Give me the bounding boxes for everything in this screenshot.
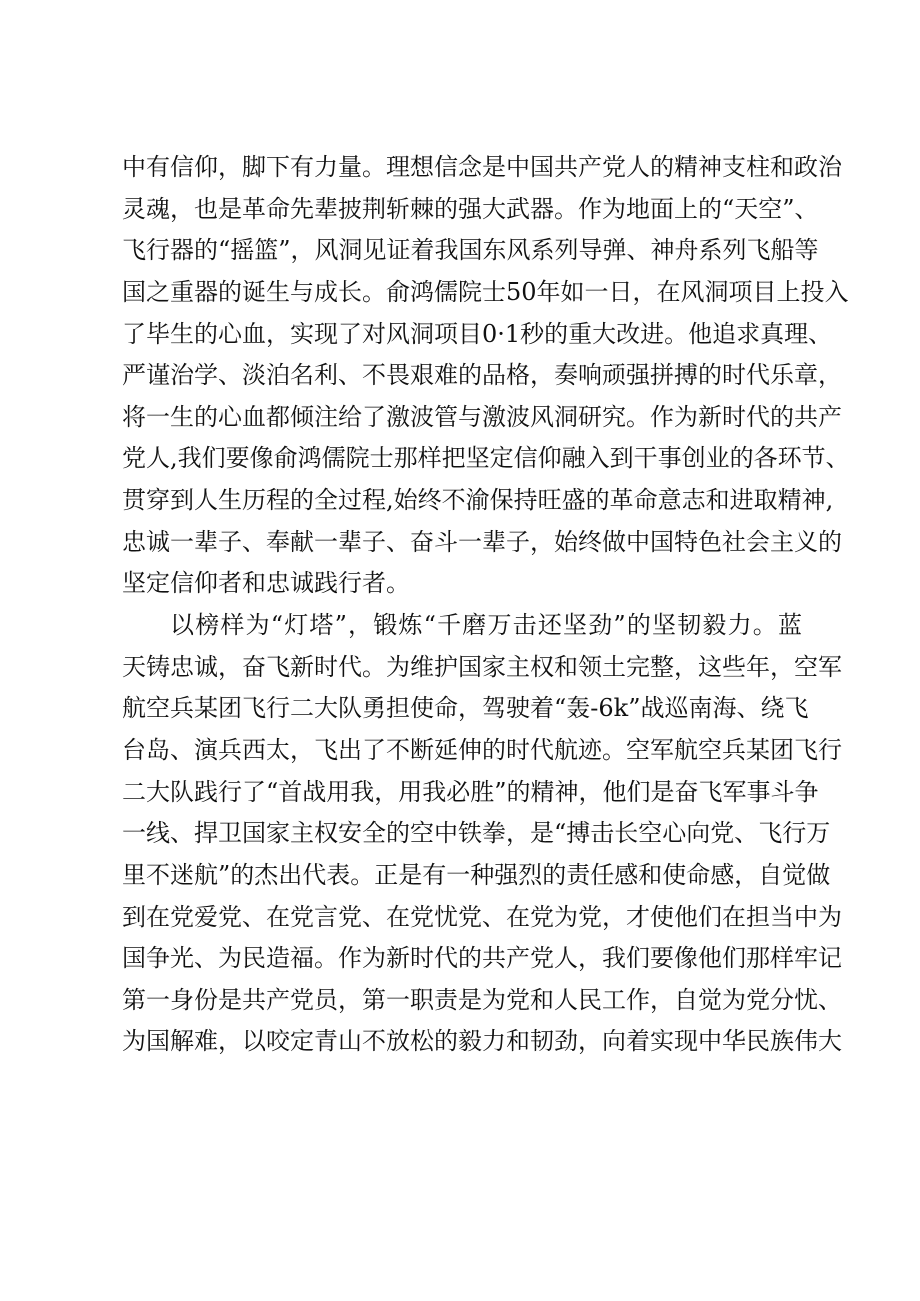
text-line: 第一身份是共产党员，第一职责是为党和人民工作，自觉为党分忧、	[122, 985, 842, 1014]
text-line: 中有信仰，脚下有力量。理想信念是中国共产党人的精神支柱和政治	[122, 153, 842, 181]
text-line: 将一生的心血都倾注给了激波管与激波风洞研究。作为新时代的共产	[122, 402, 842, 431]
text-line: 航空兵某团飞行二大队勇担使命，驾驶着“轰-6k”战巡南海、绕飞	[122, 694, 809, 723]
text-line: 天铸忠诚，奋飞新时代。为维护国家主权和领土完整，这些年，空军	[122, 652, 842, 681]
text-line: 坚定信仰者和忠诚践行者。	[122, 569, 410, 598]
paragraph-faith	[122, 147, 850, 605]
text-line: 一线、捍卫国家主权安全的空中铁拳，是“搏击长空心向党、飞行万	[122, 819, 831, 848]
text-line: 二大队践行了“首战用我，用我必胜”的精神，他们是奋飞军事斗争	[122, 777, 819, 806]
text-line: 以榜样为“灯塔”，锻炼“千磨万击还坚劲”的坚韧毅力。蓝	[170, 611, 802, 640]
text-line: 党人,我们要像俞鸿儒院士那样把坚定信仰融入到干事创业的各环节、	[122, 444, 850, 473]
text-line: 台岛、演兵西太，飞出了不断延伸的时代航迹。空军航空兵某团飞行	[122, 735, 842, 764]
text-line: 灵魂，也是革命先辈披荆斩棘的强大武器。作为地面上的“天空”、	[122, 194, 819, 223]
text-line: 严谨治学、淡泊名利、不畏艰难的品格，奏响顽强拼搏的时代乐章，	[122, 361, 842, 390]
paragraph-role-model	[122, 605, 842, 1063]
text-line: 飞行器的“摇篮”，风洞见证着我国东风系列导弹、神舟系列飞船等	[122, 236, 819, 265]
document-body	[122, 147, 850, 1063]
text-line: 国之重器的诞生与成长。俞鸿儒院士50年如一日，在风洞项目上投入	[122, 277, 849, 306]
text-line: 贯穿到人生历程的全过程,始终不渝保持旺盛的革命意志和进取精神,	[122, 486, 834, 515]
text-line: 忠诚一辈子、奉献一辈子、奋斗一辈子，始终做中国特色社会主义的	[122, 527, 842, 556]
text-line: 为国解难，以咬定青山不放松的毅力和韧劲，向着实现中华民族伟大	[122, 1027, 842, 1056]
text-line: 了毕生的心血，实现了对风洞项目0·1秒的重大改进。他追求真理、	[122, 319, 833, 348]
text-line: 里不迷航”的杰出代表。正是有一种强烈的责任感和使命感，自觉做	[122, 860, 831, 889]
text-line: 到在党爱党、在党言党、在党忧党、在党为党，才使他们在担当中为	[122, 902, 842, 931]
text-line: 国争光、为民造福。作为新时代的共产党人，我们要像他们那样牢记	[122, 944, 842, 973]
